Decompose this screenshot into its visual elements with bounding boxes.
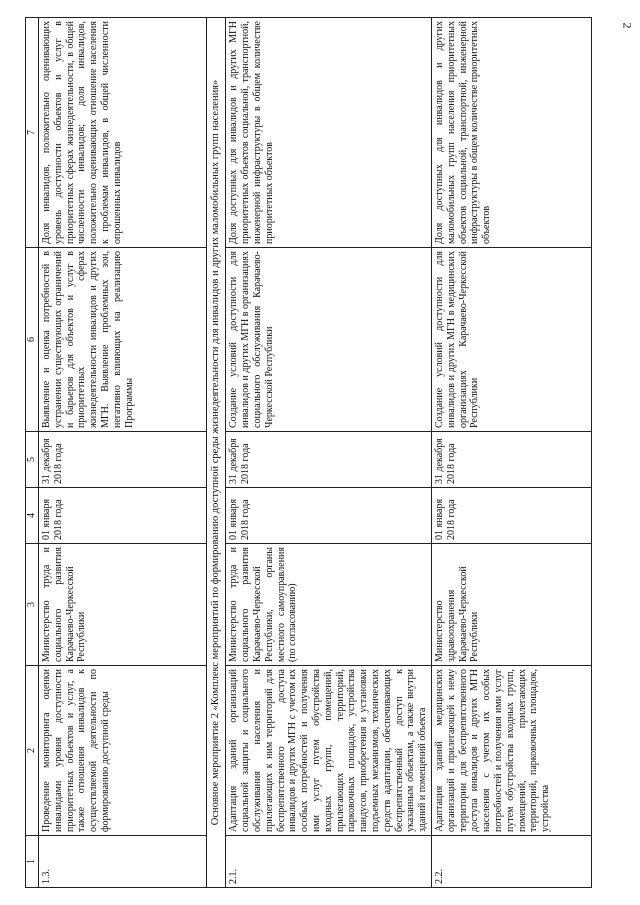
table-row	[226, 17, 432, 887]
header-cell: 5	[26, 431, 39, 487]
indicator-cell: Доля доступных для инвалидов и других МГН приоритетных объектов социальной, транспортной, инженерной инфраструктуры в общем количестве приоритетных объектов	[226, 17, 432, 247]
end-date-cell: 31 декабря 2018 года	[431, 431, 591, 487]
header-cell: 6	[26, 247, 39, 431]
start-date-cell: 01 января 2018 года	[431, 487, 591, 543]
end-date-cell: 31 декабря 2018 года	[226, 431, 432, 487]
section-title: Основное мероприятие 2 «Комплекс мероприятий по формированию доступной среды жизнедеятельности для инвалидов и других маломобильных групп населения»	[207, 17, 226, 887]
result-cell: Выявление и оценка потребностей в устранении существующих ограничений и барьеров для объектов и услуг в приоритетных сферах жизнедеятельности инвалидов и других МГН. Выявление проблемных зон, негативно влияющих на реализацию Программы	[39, 247, 207, 431]
header-cell: 7	[26, 17, 39, 247]
program-table	[25, 17, 592, 888]
activity-cell: Проведение мониторинга оценки инвалидами уровня доступности приоритетных объектов и услуг, а также отношения инвалидов к осуществляемой деятельности по формированию доступной среды	[39, 665, 207, 835]
indicator-cell: Доля доступных для инвалидов и других маломобильных групп населения приоритетных объектов социальной, транспортной, инженерной инфраструктуры в общем количестве приоритетных объектов	[431, 17, 591, 247]
row-number: 2.1.	[226, 835, 432, 887]
rotated-table-container	[25, 18, 615, 888]
table-row	[431, 17, 591, 887]
result-cell: Создание условий доступности для инвалидов и других МГН в организациях социального обслуживания Карачаево-Черкесской Республики	[226, 247, 432, 431]
header-row	[26, 17, 39, 887]
executor-cell: Министерство труда и социального развития Карачаево-Черкесской Республики, органы местного самоуправления (по согласованию)	[226, 543, 432, 665]
indicator-cell: Доля инвалидов, положительно оценивающих уровень доступности объектов и услуг в приоритетных сферах жизнедеятельности, в общей численности инвалидов; доля инвалидов, положительно оценивающих отношение населения к проблемам инвалидов, в общей численности опрошенных инвалидов	[39, 17, 207, 247]
header-cell: 1	[26, 835, 39, 887]
activity-cell: Адаптация зданий организаций социальной защиты и социального обслуживания населения и прилегающих к ним территорий для беспрепятственного доступа инвалидов и других МГН с учетом их особых потребностей и получения ими услуг путем обустройства входных групп, помещений, прилегающих территорий, парковочных площадок, устройства пандусов, приобретения и установки подъемных механизмов, технических средств адаптации, обеспечивающих беспрепятственный доступ к указанным объектам, а также внутри зданий и помещений объекта	[226, 665, 432, 835]
start-date-cell: 01 января 2018 года	[226, 487, 432, 543]
end-date-cell: 31 декабря 2018 года	[39, 431, 207, 487]
row-number: 2.2.	[431, 835, 591, 887]
executor-cell: Министерство здравоохранения Карачаево-Черкесской Республики	[431, 543, 591, 665]
table-row	[39, 17, 207, 887]
start-date-cell: 01 января 2018 года	[39, 487, 207, 543]
row-number: 1.3.	[39, 835, 207, 887]
page-number: 2	[620, 22, 635, 29]
header-cell: 4	[26, 487, 39, 543]
header-cell: 2	[26, 665, 39, 835]
section-row	[207, 17, 226, 887]
executor-cell: Министерство труда и социального развития Карачаево-Черкесской Республики	[39, 543, 207, 665]
header-cell: 3	[26, 543, 39, 665]
activity-cell: Адаптация зданий медицинских организаций и прилегающей к нему территории для беспрепятственного доступа инвалидов и других МГН населения с учетом их особых потребностей и получения ими услуг путем обустройства входных групп, помещений, прилегающих территорий, парковочных площадок, устройства	[431, 665, 591, 835]
result-cell: Создание условий доступности для инвалидов и других МГН в медицинских организациях Карачаево-Черкесской Республики	[431, 247, 591, 431]
